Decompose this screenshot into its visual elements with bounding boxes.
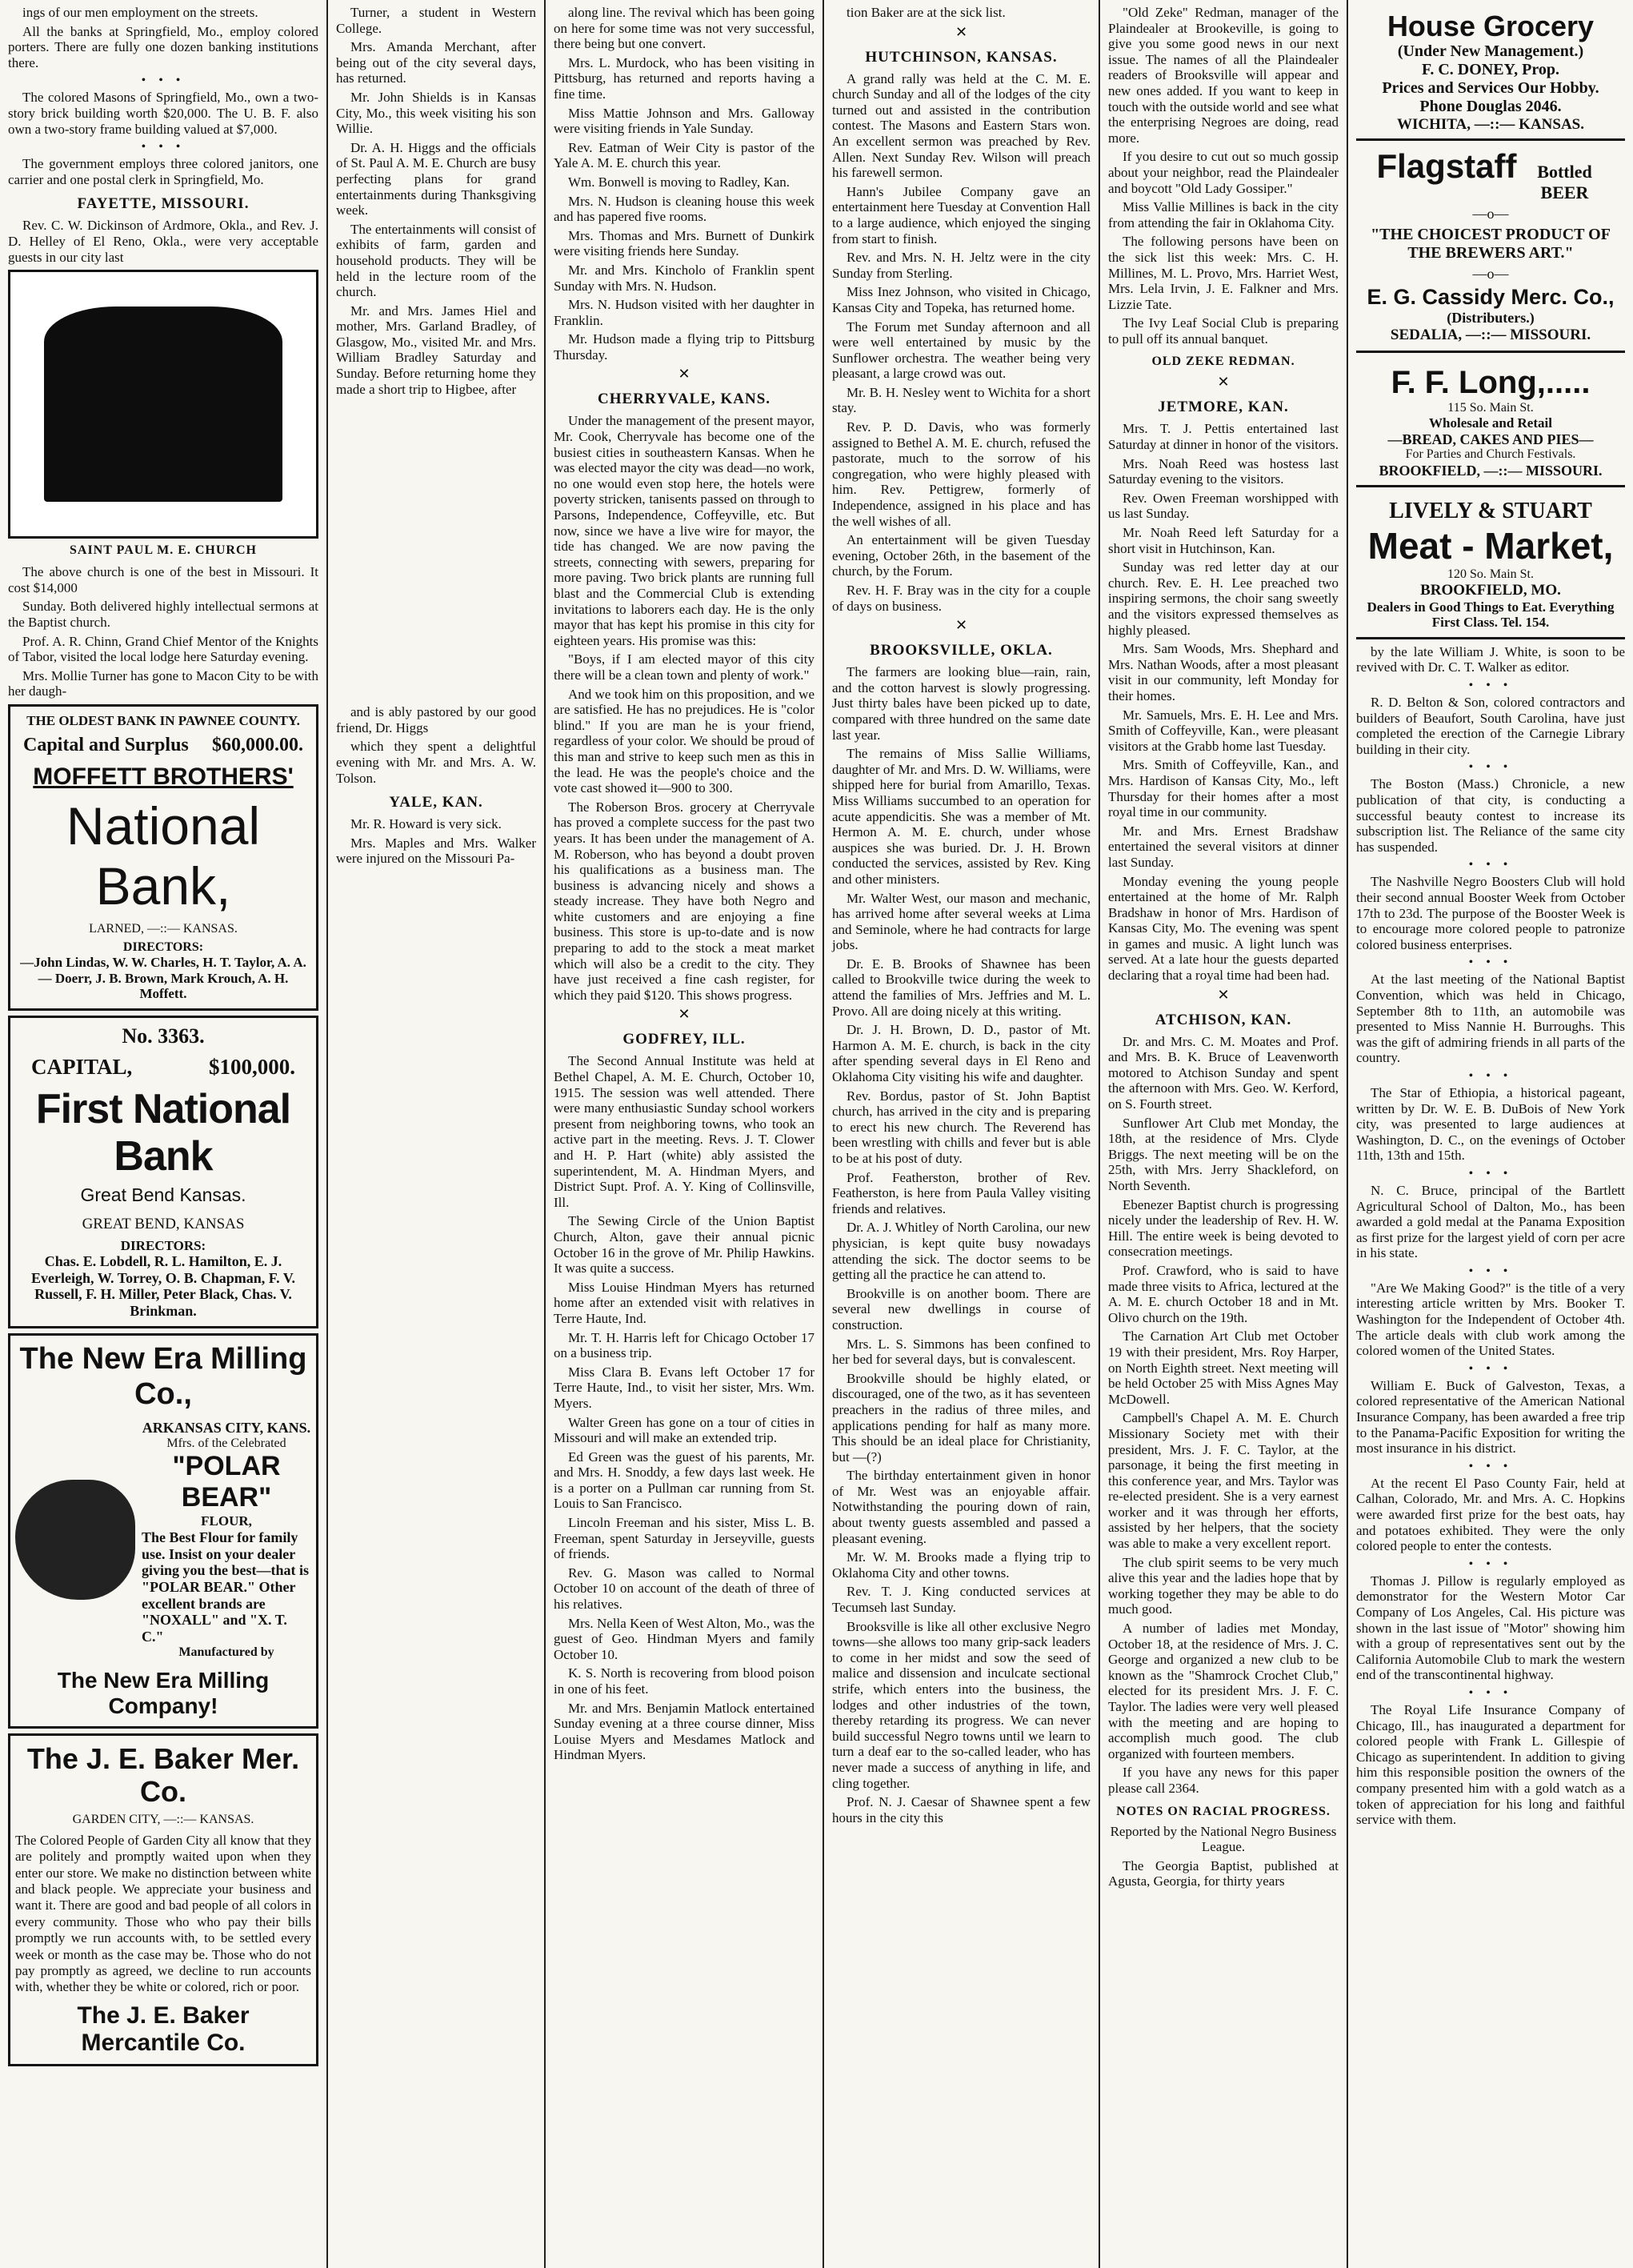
paragraph: Rev. Bordus, pastor of St. John Baptist church, has arrived in the city and is preparing to erect his new church. The Reverend has been wrestling with chills and fever but is able to be at his post of duty. [832, 1088, 1091, 1166]
paragraph: The birthday entertainment given in honor of Mr. West was an enjoyable affair. Notwithstanding the pouring down of rain, about twenty guests assembled and passed a pleasant evening. [832, 1468, 1091, 1546]
paragraph: Rev. T. J. King conducted services at Tecumseh last Sunday. [832, 1584, 1091, 1616]
separator-dots: • • • [1468, 1459, 1513, 1473]
separator-dots: • • • [1468, 760, 1513, 775]
paragraph: The following persons have been on the sick list this week: Mrs. C. H. Millines, M. L. Provo, Mrs. Harriet West, Mrs. Lela Irvin, J. E. Falkner and Mrs. Lizzie Tate. [1108, 234, 1339, 312]
bank-number: No. 3363. [122, 1024, 205, 1048]
paragraph: Mrs. Maples and Mrs. Walker were injured on the Missouri Pa- [336, 835, 536, 867]
paragraph: N. C. Bruce, principal of the Bartlett Agricultural School of Dalton, Mo., has been awarded a gold medal at the Panama Exposition as first prize for the largest yield of corn per acre in his state. [1356, 1182, 1625, 1261]
paragraph: Mrs. N. Hudson is cleaning house this week and has papered five rooms. [554, 193, 814, 225]
polar-bear-icon [15, 1480, 135, 1600]
capital-label: Capital and Surplus [23, 735, 189, 756]
bank-location: GREAT BEND, KANSAS [82, 1215, 245, 1232]
paragraph: Miss Vallie Millines is back in the city from attending the fair in Oklahoma City. [1108, 199, 1339, 230]
church-photo [8, 270, 318, 539]
section-heading: BROOKSVILLE, OKLA. [870, 642, 1053, 659]
paragraph: Rev. G. Mason was called to Normal October 10 on account of the death of three of his relatives. [554, 1565, 814, 1613]
paragraph: The Royal Life Insurance Company of Chicago, Ill., has inaugurated a department for colored people with Frank L. Gillespie of Chicago as superintendent. In addition to giving him this responsible position the owners of the company presented him with a gold watch as a token of appreciation for his long and faithful service with them. [1356, 1701, 1625, 1828]
grocery-location: WICHITA, —::— KANSAS. [1396, 116, 1584, 134]
milling-flour: FLOUR, [201, 1513, 252, 1529]
grocery-name: House Grocery [1387, 10, 1595, 42]
paragraph: Ebenezer Baptist church is progressing nicely under the leadership of Rev. H. W. Hill. The entire week is being devoted to consecration meetings. [1108, 1196, 1339, 1260]
paragraph: Mrs. Nella Keen of West Alton, Mo., was the guest of Geo. Hindman Myers and family October 10. [554, 1615, 814, 1662]
paragraph: Lincoln Freeman and his sister, Miss L. B. Freeman, spent Saturday in Jerseyville, guests of friends. [554, 1515, 814, 1562]
grocery-prices: Prices and Services Our Hobby. [1382, 79, 1599, 98]
paragraph: The Boston (Mass.) Chronicle, a new publication of that city, is conducting a successful beauty contest to increase its subscription list. The Reliance of the same city has suspended. [1356, 776, 1625, 855]
paragraph: The farmers are looking blue—rain, rain, and the cotton harvest is slowly progressing. Just thirty bales have been picked up to date, compared with three hundred on the same date last year. [832, 664, 1091, 743]
paragraph: Rev. Owen Freeman worshipped with us last Sunday. [1108, 490, 1339, 522]
separator-dots: • • • [141, 140, 186, 154]
separator-icon: ✕ [1217, 986, 1230, 1003]
paragraph: Mrs. Thomas and Mrs. Burnett of Dunkirk were visiting friends here Sunday. [554, 227, 814, 259]
paragraph: The Forum met Sunday afternoon and all were well entertained by music by the Sunflower orchestra. The weather being very pleasant, a large crowd was out. [832, 319, 1091, 382]
grocery-prop: F. C. DONEY, Prop. [1421, 61, 1560, 79]
directors-list: —John Lindas, W. W. Charles, H. T. Taylor, A. A.— Doerr, J. B. Brown, Mark Krouch, A. H. Moffett. [20, 955, 306, 1002]
paragraph: Mrs. L. S. Simmons has been confined to her bed for several days, but is convalescent. [832, 1336, 1091, 1368]
bank-name: National Bank, [66, 795, 261, 916]
church-image [44, 307, 282, 502]
paragraph: Mr. and Mrs. Kincholo of Franklin spent Sunday with Mrs. N. Hudson. [554, 262, 814, 294]
paragraph: The Second Annual Institute was held at Bethel Chapel, A. M. E. Church, October 10, 1915. The session was well attended. There were many enthusiastic Sunday school workers present from neighboring towns, who took an active part in the meeting. Revs. J. T. Clower and H. P. Hart (white) ably assisted the superintendent, M. A. Hindman Myers, and District Supt. Prof. A. Y. King of Collinsville, Ill. [554, 1053, 814, 1210]
milling-manufactured: Manufactured by [178, 1645, 274, 1659]
paragraph: The colored Masons of Springfield, Mo., own a two-story brick building worth $20,000. The U. B. F. also own a two-story frame building valued at $7,000. [8, 90, 318, 137]
separator-dots: • • • [1468, 1557, 1513, 1571]
paragraph: The club spirit seems to be very much alive this year and the ladies hope that by working together they may be able to do much good. [1108, 1554, 1339, 1617]
directors-label: DIRECTORS: [122, 940, 204, 954]
paragraph: Mrs. L. Murdock, who has been visiting in Pittsburg, has returned and reports having a fine time. [554, 54, 814, 102]
long-location: BROOKFIELD, —::— MISSOURI. [1379, 462, 1603, 479]
long-address: 115 So. Main St. [1447, 400, 1534, 415]
separator-dots: • • • [1468, 858, 1513, 872]
column-4 [824, 0, 1100, 2268]
separator-icon: —o— [1472, 205, 1509, 222]
paragraph: Mr. R. Howard is very sick. [350, 816, 502, 832]
separator-dots: • • • [1468, 1264, 1513, 1278]
paragraph: Dr. E. B. Brooks of Shawnee has been called to Brookville twice during the week to attend the families of Mrs. Jeffries and M. L. Provo. All are doing nicely at this writing. [832, 956, 1091, 1019]
capital-label: CAPITAL, [31, 1054, 133, 1079]
section-heading: NOTES ON RACIAL PROGRESS. [1116, 1804, 1331, 1818]
paragraph: R. D. Belton & Son, colored contractors and builders of Beaufort, South Carolina, have just completed the erection of the Carnegie Library building in their city. [1356, 695, 1625, 757]
paragraph: Rev. C. W. Dickinson of Ardmore, Okla., and Rev. J. D. Helley of El Reno, Okla., were very acceptable guests in our city last [8, 218, 318, 265]
long-products: —BREAD, CAKES AND PIES— [1387, 431, 1594, 447]
paragraph: Mrs. N. Hudson visited with her daughter in Franklin. [554, 297, 814, 328]
paragraph: Dr. and Mrs. C. M. Moates and Prof. and Mrs. B. K. Bruce of Leavenworth motored to Atchison Sunday and spent the afternoon with Mrs. Geo. W. Kerford, on S. Fourth street. [1108, 1033, 1339, 1112]
separator-dots: • • • [1468, 1068, 1513, 1083]
column-3 [546, 0, 824, 2268]
paragraph: Mr. and Mrs. Benjamin Matlock entertained Sunday evening at a three course dinner, Miss Louise Myers and Mesdames Matlock and Hindman Myers. [554, 1700, 814, 1763]
paragraph: Mrs. T. J. Pettis entertained last Saturday at dinner in honor of the visitors. [1108, 421, 1339, 453]
grocery-ad [1356, 10, 1625, 134]
section-heading: GODFREY, ILL. [622, 1031, 746, 1048]
first-national-bank-ad [8, 1016, 318, 1328]
column-2 [328, 0, 546, 2268]
paragraph: At the recent El Paso County Fair, held at Calhan, Colorado, Mr. and Mrs. A. C. Hopkins were awarded first prize for the best oats, hay and potatoes exhibited. They were the only colored people to enter the contests. [1356, 1475, 1625, 1554]
photo-span-spacer [336, 400, 536, 704]
separator-icon: ✕ [678, 1006, 690, 1023]
paragraph: The Georgia Baptist, published at Agusta, Georgia, for thirty years [1108, 1857, 1339, 1889]
separator-dots: • • • [1468, 679, 1513, 693]
paragraph: The Sewing Circle of the Union Baptist Church, Alton, gave their annual picnic October 16 in the grove of Mr. Philip Hawkins. It was quite a success. [554, 1213, 814, 1276]
paragraph: which they spent a delightful evening with Mr. and Mrs. A. W. Tolson. [336, 739, 536, 786]
paragraph: Under the management of the present mayor, Mr. Cook, Cherryvale has become one of the busiest cities in southeastern Kansas. When he was elected mayor the city was dead—no work, no one would even stop here, the hotels were poverty stricken, tanisents passed on through to Parsons, Independence, Coffeyville, etc. But now, since we have a live wire for mayor, the tide has changed. We are now paving the streets, connecting with sewers, preparing for more paving. Two brick plants are running full blast and the Commercial Club is extending invitations to laborers each day. He is the only mayor that has kept his promise in this city for eighteen years. His promise was this: [554, 413, 814, 648]
paragraph: Rev. Eatman of Weir City is pastor of the Yale A. M. E. church this year. [554, 139, 814, 171]
baker-footer: The J. E. Baker Mercantile Co. [77, 2002, 250, 2057]
paragraph: Mrs. Smith of Coffeyville, Kan., and Mrs. Hardison of Kansas City, Mo., left Thursday for their homes after a most royal time in our community. [1108, 757, 1339, 820]
paragraph: The Nashville Negro Boosters Club will hold their second annual Booster Week from October 17th to 23d. The purpose of the Booster Week is to encourage more colored people to patronize colored business enterprises. [1356, 874, 1625, 952]
paragraph: The remains of Miss Sallie Williams, daughter of Mr. and Mrs. D. W. Williams, were shipped here for burial from Amarillo, Texas. Miss Williams succumbed to an operation for acute appendicitis. She was a member of Mt. Hermon A. M. E. church, under whose auspices she was buried. Dr. J. H. Brown conducted the services, assisted by Rev. King and other ministers. [832, 746, 1091, 887]
paragraph: The above church is one of the best in Missouri. It cost $14,000 [8, 564, 318, 595]
paragraph: Sunday. Both delivered highly intellectual sermons at the Baptist church. [8, 599, 318, 630]
paragraph: Mr. W. M. Brooks made a flying trip to Oklahoma City and other towns. [832, 1549, 1091, 1581]
paragraph: Mr. B. H. Nesley went to Wichita for a short stay. [832, 384, 1091, 416]
ad-line: THE OLDEST BANK IN PAWNEE COUNTY. [26, 712, 300, 728]
lively-dealers: Dealers in Good Things to Eat. Everything First Class. Tel. 154. [1367, 599, 1615, 631]
paragraph: and is ably pastored by our good friend, Dr. Higgs [336, 704, 536, 735]
paragraph: Walter Green has gone on a tour of cities in Missouri and will make an extended trip. [554, 1414, 814, 1446]
lively-name: LIVELY & STUART [1389, 499, 1592, 524]
paragraph: The Carnation Art Club met October 19 with their president, Mrs. Roy Harper, on North Eighth street. Next meeting will be held October 25 with Miss Agnes May McDowell. [1108, 1328, 1339, 1407]
paragraph: tion Baker are at the sick list. [847, 5, 1006, 20]
milling-body: The Best Flour for family use. Insist on your dealer giving you the best—that is "POLAR BEAR." Other excellent brands are "NOXALL" and "X. T. C." [142, 1529, 310, 1645]
paragraph: A grand rally was held at the C. M. E. church Sunday and all of the lodges of the city turned out and assisted in the contribution contest. The Masons and Eastern Stars won. An excellent sermon was preached by Rev. Allen. Next Sunday Rev. Wilson will preach his farewell sermon. [832, 70, 1091, 181]
paragraph: Mr. Noah Reed left Saturday for a short visit in Hutchinson, Kan. [1108, 525, 1339, 556]
moffett-bank-ad [8, 704, 318, 1011]
paragraph: Sunday was red letter day at our church. Rev. E. H. Lee preached two inspiring sermons, the choir sang sweetly and the visitors expressed themselves as highly pleased. [1108, 559, 1339, 638]
paragraph: Miss Mattie Johnson and Mrs. Galloway were visiting friends in Yale Sunday. [554, 105, 814, 137]
flagstaff-name: Flagstaff [1376, 147, 1517, 186]
paragraph: Wm. Bonwell is moving to Radley, Kan. [568, 174, 790, 190]
paragraph: Mr. Hudson made a flying trip to Pittsburg Thursday. [554, 331, 814, 363]
grocery-mgmt: (Under New Management.) [1397, 42, 1584, 61]
long-name: F. F. Long,..... [1391, 364, 1591, 400]
paragraph: At the last meeting of the National Baptist Convention, which was held in Chicago, September 8th to 11th, an automobile was presented to Miss Nannie H. Burroughs. This was the gift of admiring friends in all parts of the country. [1356, 972, 1625, 1066]
section-heading: FAYETTE, MISSOURI. [77, 195, 250, 213]
paragraph: Prof. Featherston, brother of Rev. Featherston, is here from Paula Valley visiting friends and relatives. [832, 1169, 1091, 1216]
paragraph: Hann's Jubilee Company gave an entertainment here Tuesday at Convention Hall to a large audience, which enjoyed the singing from start to finish. [832, 183, 1091, 246]
lively-stuart-ad [1356, 492, 1625, 639]
column-1 [0, 0, 328, 2268]
paragraph: Mr. Walter West, our mason and mechanic, has arrived home after several weeks at Lima and Seminole, where he had contracts for large jobs. [832, 890, 1091, 953]
separator-dots: • • • [1468, 1166, 1513, 1180]
paragraph: Prof. Crawford, who is said to have made three visits to Africa, lectured at the A. M. E. church October 18 and in Mt. Olivo church on the 19th. [1108, 1262, 1339, 1325]
capital-value: $60,000.00. [212, 735, 303, 756]
paragraph: Dr. J. H. Brown, D. D., pastor of Mt. Harmon A. M. E. church, is back in the city after spending several days in El Reno and Oklahoma City visiting his wife and daughter. [832, 1022, 1091, 1085]
section-heading: JETMORE, KAN. [1158, 399, 1289, 416]
paragraph: Monday evening the young people entertained at the home of Mr. Ralph Bradshaw in honor of Mrs. Hardison of Kansas City, Mo. The evening was spent in games and music. A light lunch was served. At a late hour the guests departed declaring that a royal time had been had. [1108, 873, 1339, 984]
paragraph: Rev. P. D. Davis, who was formerly assigned to Bethel A. M. E. church, refused the pastorate, much to the sorrow of his congregation, who were highly pleased with him. Rev. Pettigrew, formerly of Independence, assigned in his place and has the well wishes of all. [832, 419, 1091, 529]
paragraph: Sunflower Art Club met Monday, the 18th, at the residence of Mrs. Clyde Briggs. The next meeting will be on the 25th, with Mrs. Jerry Shackleford, on North Seventh. [1108, 1115, 1339, 1193]
milling-footer: The New Era Milling Company! [57, 1668, 270, 1719]
lively-market: Meat - Market, [1367, 524, 1614, 567]
paragraph: Mr. and Mrs. Ernest Bradshaw entertained the several visitors at dinner last Sunday. [1108, 823, 1339, 870]
bank-city: Great Bend Kansas. [80, 1184, 246, 1206]
section-heading: YALE, KAN. [389, 794, 483, 811]
paragraph: Mr. T. H. Harris left for Chicago October 17 on a business trip. [554, 1329, 814, 1361]
baker-mercantile-ad [8, 1733, 318, 2066]
separator-dots: • • • [1468, 1361, 1513, 1376]
paragraph: The Ivy Leaf Social Club is preparing to pull off its annual banquet. [1108, 315, 1339, 347]
directors-label: DIRECTORS: [120, 1237, 206, 1253]
new-era-milling-ad [8, 1333, 318, 1729]
paragraph: Brookville is on another boom. There are several new dwellings in course of construction. [832, 1285, 1091, 1332]
column-5 [1100, 0, 1348, 2268]
col1-top-paras [8, 5, 318, 187]
separator-icon: ✕ [955, 617, 968, 634]
long-wholesale: Wholesale and Retail [1429, 415, 1552, 431]
paragraph: If you desire to cut out so much gossip about your neighbor, read the Plaindealer and boycott "Old Lady Gossiper." [1108, 149, 1339, 196]
signature: OLD ZEKE REDMAN. [1151, 355, 1295, 369]
baker-body: The Colored People of Garden City all know that they are politely and promptly waited upon when they enter our store. We make no distinction between white and black people. We appreciate your business and want it. There are good and bad people of all colors in every community. Those who who pay their bills promptly we run accounts with, to be settled every week or month as the case may be. Those who do not pay promptly as agreed, we decline to run accounts with, whether they be white or colored, rich or poor. [15, 1832, 311, 1995]
bank-owner: MOFFETT BROTHERS' [33, 763, 294, 791]
paragraph: Miss Inez Johnson, who visited in Chicago, Kansas City and Topeka, has returned home. [832, 284, 1091, 315]
baker-location: GARDEN CITY, —::— KANSAS. [72, 1813, 254, 1827]
long-parties: For Parties and Church Festivals. [1405, 447, 1576, 462]
paragraph: Reported by the National Negro Business League. [1110, 1823, 1337, 1855]
paragraph: An entertainment will be given Tuesday evening, October 26th, in the basement of the church, by the Forum. [832, 532, 1091, 579]
paragraph: "Boys, if I am elected mayor of this city there will be a clean town and plenty of work." [554, 651, 814, 683]
paragraph: Thomas J. Pillow is regularly employed as demonstrator for the Western Motor Car Company of Los Angeles, Cal. His picture was shown in the last issue of "Motor" showing him with a group of representatives sent out by the California Automobile Club to mark the western end of the transcontinental highway. [1356, 1573, 1625, 1683]
column-6 [1348, 0, 1633, 2268]
paragraph: Rev. and Mrs. N. H. Jeltz were in the city Sunday from Sterling. [832, 250, 1091, 281]
separator-dots: • • • [1468, 956, 1513, 970]
bank-location: LARNED, —::— KANSAS. [89, 922, 238, 936]
paragraph: Mrs. Amanda Merchant, after being out of the city several days, has returned. [336, 39, 536, 86]
section-heading: HUTCHINSON, KANSAS. [865, 48, 1058, 66]
section-heading: CHERRYVALE, KANS. [597, 391, 771, 408]
paragraph: ings of our men employment on the streets. [22, 5, 258, 20]
paragraph: Dr. A. J. Whitley of North Carolina, our new physician, is kept quite busy nowadays attending the sick. The doctor seems to be getting all the practice he can attend to. [832, 1220, 1091, 1283]
paragraph: The Roberson Bros. grocery at Cherryvale has proved a complete success for the past two years. It has been under the management of A. M. Roberson, who has beyond a doubt proven his qualifications as a business man. The business is advancing nicely and shows a steady increase. They have both Negro and white customers and are enjoying a fine business. This store is up-to-date and is now preparing to add to the stock a meat market which will also be a credit to the city. They have just received a fine cash register, for which they paid $120. This shows progress. [554, 799, 814, 1003]
capital-value: $100,000. [209, 1054, 295, 1079]
paragraph: Mrs. Mollie Turner has gone to Macon City to be with her daugh- [8, 667, 318, 699]
paragraph: Brookville should be highly elated, or discouraged, one of the two, as it has seventeen preachers in the radius of three miles, and applications pending for half as many more. This should be an ideal place for Christianity, but —(?) [832, 1370, 1091, 1465]
paragraph: The government employs three colored janitors, one carrier and one postal clerk in Springfield, Mo. [8, 156, 318, 187]
paragraph: Prof. N. J. Caesar of Shawnee spent a few hours in the city this [832, 1794, 1091, 1825]
paragraph: "Are We Making Good?" is the title of a very interesting article written by Mrs. Booker T. Washington for the Independent of October 4th. The article deals with club work among the colored women of the United States. [1356, 1280, 1625, 1359]
paragraph: The Star of Ethiopia, a historical pageant, written by Dr. W. E. B. DuBois of New York city, was presented to large audiences at Washington, D. C., on the evenings of October 11th, 13th and 15th. [1356, 1084, 1625, 1164]
cassidy-location: SEDALIA, —::— MISSOURI. [1390, 326, 1591, 343]
paragraph: Campbell's Chapel A. M. E. Church Missionary Society met with their president, Mrs. J. F. C. Taylor, at the parsonage, it being the first meeting in this conference year, and Mrs. Taylor was re-elected president. She is a very earnest worker and it was through her efforts, assisted by her helpers, that the society was able to make a very excellent report. [1108, 1410, 1339, 1552]
paragraph: Mrs. Noah Reed was hostess last Saturday evening to the visitors. [1108, 455, 1339, 487]
section-heading: ATCHISON, KAN. [1155, 1011, 1292, 1028]
separator-dots: • • • [1468, 1685, 1513, 1700]
paragraph: All the banks at Springfield, Mo., employ colored porters. There are fully one dozen banking institutions there. [8, 23, 318, 70]
paragraph: Rev. H. F. Bray was in the city for a couple of days on business. [832, 583, 1091, 614]
long-bakery-ad [1356, 358, 1625, 488]
separator-icon: ✕ [1217, 374, 1230, 391]
flagstaff-bottled: Bottled BEER [1537, 162, 1592, 202]
paragraph: Miss Louise Hindman Myers has returned home after an extended visit with relatives in Terre Haute, Ind. [554, 1279, 814, 1326]
cassidy-name: E. G. Cassidy Merc. Co., [1367, 285, 1615, 310]
bank-name: First National Bank [35, 1085, 291, 1180]
separator-icon: ✕ [955, 23, 968, 40]
directors-list: Chas. E. Lobdell, R. L. Hamilton, E. J. Everleigh, W. Torrey, O. B. Chapman, F. V. Russell, F. H. Miller, Peter Black, Chas. V. Brinkman. [31, 1253, 295, 1320]
paragraph: Mrs. Sam Woods, Mrs. Shephard and Mrs. Nathan Woods, after a most pleasant visit in our community, left Monday for their homes. [1108, 641, 1339, 703]
cassidy-distributors: (Distributers.) [1447, 310, 1535, 327]
paragraph: William E. Buck of Galveston, Texas, a colored representative of the American National Insurance Company, has been awarded a free trip to the Panama-Pacific Exposition for writing the most insurance in his district. [1356, 1377, 1625, 1457]
paragraph: Prof. A. R. Chinn, Grand Chief Mentor of the Knights of Tabor, visited the local lodge here Saturday evening. [8, 633, 318, 665]
paragraph: The entertainments will consist of exhibits of farm, garden and household products. They will be held in the lecture room of the church. [336, 221, 536, 300]
milling-brand: "POLAR BEAR" [172, 1451, 281, 1513]
grocery-phone: Phone Douglas 2046. [1419, 98, 1562, 116]
paragraph: And we took him on this proposition, and we are satisfied. He has no prejudices. He is "color blind." If you are man he is your friend, regardless of your color. We should be proud of this man and strive to keep such men as this in the lead. He was the people's choice and the vote cast showed it—900 to 300. [554, 686, 814, 796]
paragraph: A number of ladies met Monday, October 18, at the residence of Mrs. J. C. George and organized a new club to be known as the "Shamrock Crochet Club," elected for its president Mrs. J. F. C. Taylor. The ladies were very well pleased with the meeting and are hoping to accomplish much good. The club organized with fourteen members. [1108, 1621, 1339, 1761]
paragraph: along line. The revival which has been going on here for some time was not very successful, there being but one convert. [554, 5, 814, 52]
milling-location: ARKANSAS CITY, KANS. [142, 1420, 311, 1437]
paragraph: Mr. John Shields is in Kansas City, Mo., this week visiting his son Willie. [336, 89, 536, 137]
flagstaff-slogan: "THE CHOICEST PRODUCT OF THE BREWERS ART." [1371, 225, 1611, 262]
milling-name: The New Era Milling Co., [19, 1341, 307, 1411]
photo-caption: SAINT PAUL M. E. CHURCH [70, 543, 257, 558]
flagstaff-ad [1356, 138, 1625, 353]
paragraph: by the late William J. White, is soon to be revived with Dr. C. T. Walker as editor. [1356, 643, 1625, 675]
lively-address: 120 So. Main St. [1447, 567, 1534, 581]
paragraph: Turner, a student in Western College. [336, 5, 536, 36]
paragraph: Brooksville is like all other exclusive Negro towns—she allows too many grip-sack leaders to come in her midst and sow the seed of malice and dissension and inculcate sectional strife, which enters into the business, the lodges and other industries of the town, thereby retarding its progress. We can never build successful Negro towns until we learn to turn a deaf ear to the so-called leader, who has never made a success of anything in life, and cling together. [832, 1618, 1091, 1791]
milling-mfrs: Mfrs. of the Celebrated [166, 1436, 286, 1450]
separator-dots: • • • [141, 74, 186, 88]
paragraph: K. S. North is recovering from blood poison in one of his feet. [554, 1665, 814, 1697]
paragraph: "Old Zeke" Redman, manager of the Plaindealer at Brookeville, is going to give you some good news in our next issue. The names of all the Plaindealer readers of Brooksville will appear and new ones added. If you want to keep in touch with the outside world and see what the enterprising Negroes are doing, read more. [1108, 5, 1339, 146]
separator-icon: ✕ [678, 366, 690, 383]
separator-icon: —o— [1472, 265, 1509, 282]
paragraph: Mr. Samuels, Mrs. E. H. Lee and Mrs. Smith of Coffeyville, Kan., were pleasant visitors at the Grabb home last Tuesday. [1108, 707, 1339, 754]
paragraph: Mr. and Mrs. James Hiel and mother, Mrs. Garland Bradley, of Glasgow, Mo., visited Mr. and Mrs. William Bradley Saturday and Sunday. Before returning home they made a short trip to Higbee, after [336, 303, 536, 397]
lively-city: BROOKFIELD, MO. [1420, 581, 1561, 599]
paragraph: Miss Clara B. Evans left October 17 for Terre Haute, Ind., to visit her sister, Mrs. Wm. Myers. [554, 1364, 814, 1411]
paragraph: Ed Green was the guest of his parents, Mr. and Mrs. H. Snoddy, a few days last week. He is a porter on a Pullman car running from St. Louis to San Francisco. [554, 1449, 814, 1512]
paragraph: If you have any news for this paper please call 2364. [1108, 1765, 1339, 1796]
baker-name: The J. E. Baker Mer. Co. [26, 1741, 300, 1808]
paragraph: Dr. A. H. Higgs and the officials of St. Paul A. M. E. Church are busy perfecting plans for grand entertainments during Thanksgiving week. [336, 139, 536, 218]
